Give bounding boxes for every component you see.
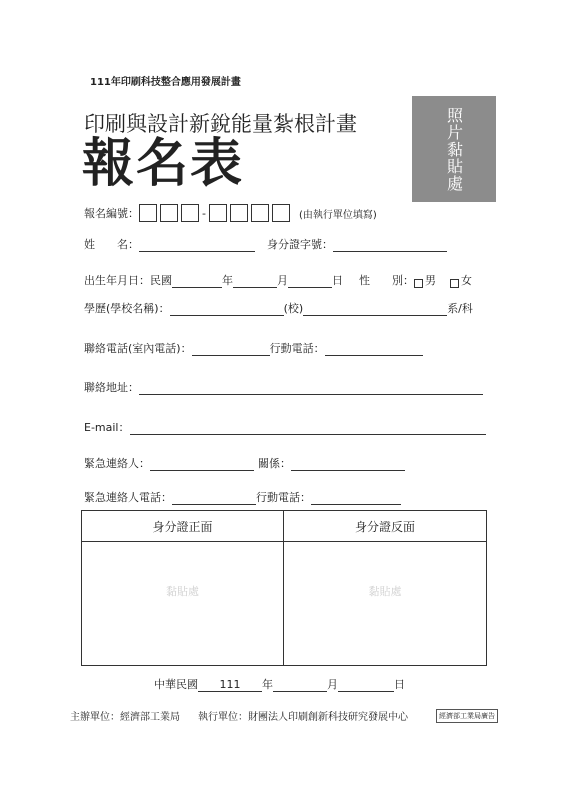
address-label: 聯絡地址： bbox=[84, 381, 139, 394]
department-suffix: 系/科 bbox=[447, 302, 473, 315]
registration-note: (由執行單位填寫) bbox=[298, 209, 377, 221]
emergency-mobile-label: 行動電話： bbox=[256, 491, 311, 504]
registration-number-row bbox=[84, 204, 377, 222]
mobile-field[interactable] bbox=[325, 343, 423, 356]
gender-label: 性 別： bbox=[359, 274, 414, 287]
ad-stamp: 經濟部工業局廣告 bbox=[436, 709, 498, 723]
date-prefix: 中華民國 bbox=[154, 678, 198, 691]
name-field[interactable] bbox=[139, 239, 255, 252]
relation-field[interactable] bbox=[291, 458, 405, 471]
school-field[interactable] bbox=[170, 303, 284, 316]
school-suffix: (校) bbox=[283, 302, 304, 315]
id-front-header: 身分證正面 bbox=[82, 511, 283, 542]
male-label: 男 bbox=[425, 274, 436, 287]
year-label: 年 bbox=[222, 274, 233, 287]
reg-box bbox=[209, 204, 227, 222]
phone-row bbox=[84, 340, 423, 356]
emergency-contact-label: 緊急連絡人： bbox=[84, 457, 150, 470]
birth-year-field[interactable] bbox=[172, 275, 222, 288]
name-label: 姓 名： bbox=[84, 238, 139, 251]
relation-label: 關係： bbox=[258, 457, 291, 470]
emergency-phone-row bbox=[84, 489, 401, 505]
date-day-label: 日 bbox=[394, 678, 405, 691]
birth-day-field[interactable] bbox=[288, 275, 332, 288]
email-field[interactable] bbox=[130, 422, 486, 435]
day-label: 日 bbox=[332, 274, 343, 287]
reg-dash: - bbox=[202, 206, 206, 220]
id-front-cell[interactable] bbox=[82, 511, 284, 665]
email-label: E-mail： bbox=[84, 421, 130, 434]
date-month-field[interactable] bbox=[273, 679, 327, 692]
id-card-table bbox=[81, 510, 487, 666]
reg-box bbox=[181, 204, 199, 222]
emergency-mobile-field[interactable] bbox=[311, 492, 401, 505]
executor-text: 執行單位：財團法人印刷創新科技研究發展中心 bbox=[198, 712, 408, 723]
program-title: 111年印刷科技整合應用發展計畫 bbox=[90, 77, 241, 88]
date-year-label: 年 bbox=[262, 678, 273, 691]
reg-box bbox=[230, 204, 248, 222]
form-subtitle: 印刷與設計新銳能量紮根計畫 bbox=[84, 112, 357, 136]
date-month-label: 月 bbox=[327, 678, 338, 691]
date-row bbox=[154, 676, 405, 692]
male-checkbox[interactable] bbox=[414, 279, 423, 288]
form-title: 報名表 bbox=[82, 134, 245, 194]
date-year-field[interactable]: 111 bbox=[198, 679, 262, 692]
address-row bbox=[84, 379, 483, 395]
phone-field[interactable] bbox=[192, 343, 270, 356]
education-label: 學歷(學校名稱)： bbox=[84, 302, 170, 315]
photo-paste-area: 照片黏貼處 bbox=[412, 96, 496, 202]
organizer-text: 主辦單位：經濟部工業局 bbox=[70, 712, 180, 723]
emergency-contact-field[interactable] bbox=[150, 458, 254, 471]
registration-number-label: 報名編號： bbox=[84, 207, 139, 220]
reg-box bbox=[160, 204, 178, 222]
id-back-header: 身分證反面 bbox=[284, 511, 486, 542]
mobile-label: 行動電話： bbox=[269, 342, 325, 355]
id-number-label: 身分證字號： bbox=[267, 238, 333, 251]
emergency-phone-label: 緊急連絡人電話： bbox=[84, 491, 172, 504]
female-label: 女 bbox=[461, 274, 472, 287]
phone-label: 聯絡電話(室內電話)： bbox=[84, 342, 192, 355]
id-front-paste-hint: 黏貼處 bbox=[166, 585, 199, 598]
reg-box bbox=[272, 204, 290, 222]
reg-box bbox=[139, 204, 157, 222]
date-day-field[interactable] bbox=[338, 679, 394, 692]
id-number-field[interactable] bbox=[333, 239, 447, 252]
id-back-cell[interactable] bbox=[284, 511, 486, 665]
birth-month-field[interactable] bbox=[233, 275, 277, 288]
education-row bbox=[84, 300, 473, 316]
month-label: 月 bbox=[277, 274, 288, 287]
id-back-paste-hint: 黏貼處 bbox=[368, 585, 402, 598]
birth-row bbox=[84, 272, 472, 288]
email-row bbox=[84, 419, 486, 435]
emergency-contact-row bbox=[84, 455, 405, 471]
address-field[interactable] bbox=[139, 382, 483, 395]
birth-label: 出生年月日：民國 bbox=[84, 274, 172, 287]
reg-box bbox=[251, 204, 269, 222]
emergency-phone-field[interactable] bbox=[172, 492, 256, 505]
female-checkbox[interactable] bbox=[450, 279, 459, 288]
name-row bbox=[84, 236, 447, 252]
department-field[interactable] bbox=[303, 303, 447, 316]
